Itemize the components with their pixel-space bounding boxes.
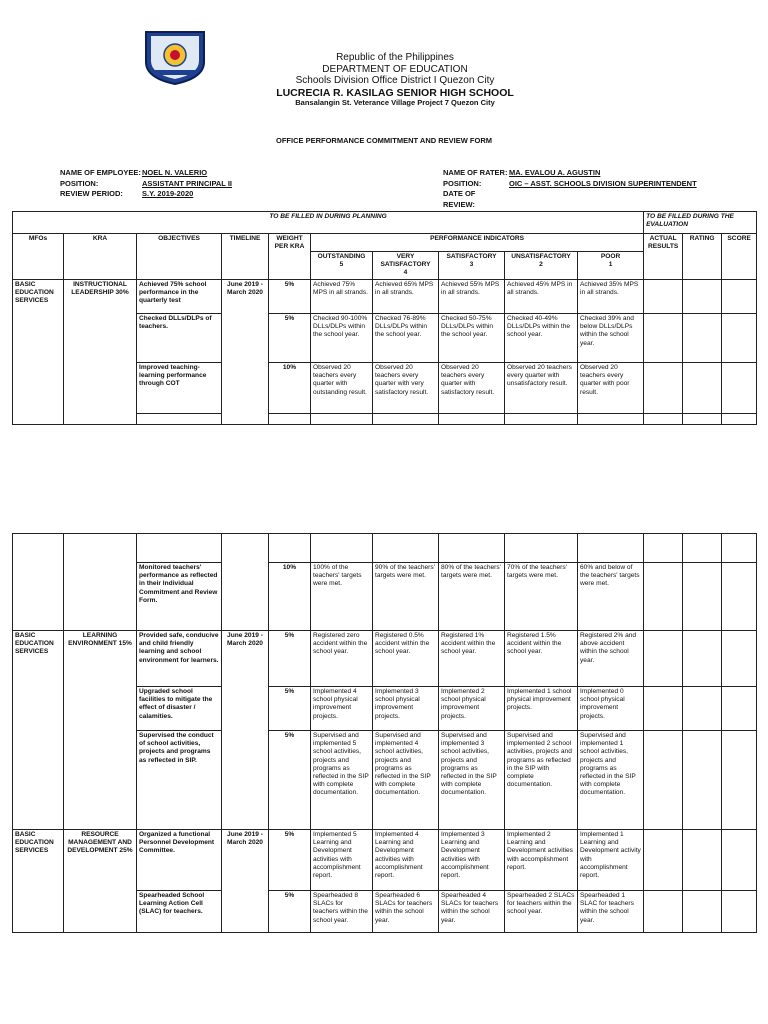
indicator-satisfactory: Implemented 2 school physical improvement projects. [439, 687, 505, 731]
score-cell [722, 314, 757, 363]
objective-cell: Improved teaching-learning performance through COT [137, 363, 222, 414]
col-performance-indicators: PERFORMANCE INDICATORS [311, 234, 644, 252]
score-cell [722, 280, 757, 314]
col-timeline: TIMELINE [222, 234, 269, 280]
weight-cell: 10% [269, 563, 311, 631]
indicator-outstanding: Achieved 75% MPS in all strands. [311, 280, 373, 314]
indicator-very-satisfactory: Registered 0.5% accident within the school year. [373, 631, 439, 687]
header-department: DEPARTMENT OF EDUCATION [322, 63, 468, 75]
weight-cell [269, 534, 311, 563]
score-cell [722, 631, 757, 687]
indicator-satisfactory: Achieved 55% MPS in all strands. [439, 280, 505, 314]
indicator-unsatisfactory: Supervised and implemented 2 school activities, projects and programs as reflected in the SIP with complete documentation. [505, 731, 578, 830]
header-school-name: LUCRECIA R. KASILAG SENIOR HIGH SCHOOL [276, 86, 514, 99]
indicator-poor: Implemented 0 school physical improvement projects. [578, 687, 644, 731]
indicator-unsatisfactory: Checked 40-49% DLLs/DLPs within the school year. [505, 314, 578, 363]
indicator-unsatisfactory [505, 414, 578, 425]
rater-position-label: POSITION: [443, 178, 482, 188]
objective-cell: Upgraded school facilities to mitigate the effect of disaster / calamities. [137, 687, 222, 731]
score-cell [722, 563, 757, 631]
weight-cell: 5% [269, 891, 311, 933]
kra-cell: RESOURCE MANAGEMENT AND DEVELOPMENT 25% [64, 830, 137, 933]
col-rating: RATING [683, 234, 722, 280]
poor-label: POOR [600, 253, 621, 260]
indicator-unsatisfactory: Observed 20 teachers every quarter with unsatisfactory result. [505, 363, 578, 414]
rating-cell [683, 563, 722, 631]
rater-position: OIC – ASST. SCHOOLS DIVISION SUPERINTENDENT [509, 178, 697, 188]
col-objectives: OBJECTIVES [137, 234, 222, 280]
indicator-satisfactory [439, 534, 505, 563]
indicator-outstanding: Checked 90-100% DLLs/DLPs within the school year. [311, 314, 373, 363]
very-satisfactory-score: 4 [403, 269, 408, 277]
indicator-satisfactory: Checked 50-75% DLLs/DLPs within the school year. [439, 314, 505, 363]
employee-position-label: POSITION: [60, 178, 99, 188]
indicator-outstanding: Supervised and implemented 5 school activities, projects and programs as reflected in the SIP with complete documentation. [311, 731, 373, 830]
indicator-very-satisfactory: Supervised and implemented 4 school activities, projects and programs as reflected in the SIP with complete documentation. [373, 731, 439, 830]
timeline-cell: June 2019 - March 2020 [222, 631, 269, 830]
indicator-satisfactory: 80% of the teachers' targets were met. [439, 563, 505, 631]
indicator-outstanding: Spearheaded 8 SLACs for teachers within the school year. [311, 891, 373, 933]
employee-name: NOEL N. VALERIO [142, 168, 208, 177]
letterhead [230, 52, 560, 107]
indicator-poor: Achieved 35% MPS in all strands. [578, 280, 644, 314]
rating-cell [683, 830, 722, 891]
score-cell [722, 687, 757, 731]
very-satisfactory-label: VERY SATISFACTORY [380, 253, 431, 269]
indicator-poor [578, 534, 644, 563]
review-period: S.Y. 2019-2020 [142, 189, 194, 198]
indicator-unsatisfactory: Implemented 1 school physical improvement projects. [505, 687, 578, 731]
objective-cell [137, 414, 222, 425]
score-cell [722, 363, 757, 414]
deped-seal-logo [140, 28, 210, 86]
indicator-outstanding: Implemented 4 school physical improvement projects. [311, 687, 373, 731]
indicator-very-satisfactory: Achieved 65% MPS in all strands. [373, 280, 439, 314]
indicator-outstanding: Implemented 5 Learning and Development activities with accomplishment report. [311, 830, 373, 891]
objective-cell: Organized a functional Personnel Development Committee. [137, 830, 222, 891]
indicator-very-satisfactory: Checked 76-89% DLLs/DLPs within the school year. [373, 314, 439, 363]
rating-cell [683, 534, 722, 563]
col-unsatisfactory [505, 252, 578, 280]
actual-results-cell [644, 563, 683, 631]
indicator-satisfactory: Supervised and implemented 3 school activities, projects and programs as reflected in the SIP with complete documentation. [439, 731, 505, 830]
actual-results-cell [644, 414, 683, 425]
indicator-outstanding: 100% of the teachers' targets were met. [311, 563, 373, 631]
score-cell [722, 891, 757, 933]
kra-cell [64, 534, 137, 631]
weight-cell: 5% [269, 731, 311, 830]
actual-results-cell [644, 891, 683, 933]
actual-results-cell [644, 280, 683, 314]
indicator-outstanding: Registered zero accident within the school year. [311, 631, 373, 687]
header-address: Bansalangin St. Veterance Village Project 7 Quezon City [295, 97, 495, 107]
actual-results-cell [644, 687, 683, 731]
indicator-poor [578, 414, 644, 425]
employee-position: ASSISTANT PRINCIPAL II [142, 178, 233, 188]
performance-table-page1 [12, 211, 757, 425]
indicator-very-satisfactory: Implemented 3 school physical improvement projects. [373, 687, 439, 731]
objective-cell: Achieved 75% school performance in the quarterly test [137, 280, 222, 314]
satisfactory-label: SATISFACTORY [446, 253, 497, 260]
objective-cell [137, 534, 222, 563]
actual-results-cell [644, 314, 683, 363]
indicator-outstanding [311, 414, 373, 425]
col-mfos: MFOs [13, 234, 64, 280]
indicator-satisfactory: Observed 20 teachers every quarter with satisfactory result. [439, 363, 505, 414]
weight-cell: 5% [269, 631, 311, 687]
rating-cell [683, 280, 722, 314]
indicator-very-satisfactory [373, 414, 439, 425]
weight-cell: 5% [269, 280, 311, 314]
indicator-poor: Supervised and implemented 1 school activities, projects and programs as reflected in the SIP with complete documentation. [578, 731, 644, 830]
table-row [13, 631, 757, 687]
weight-cell: 10% [269, 363, 311, 414]
col-satisfactory [439, 252, 505, 280]
objective-cell: Monitored teachers' performance as reflected in their Individual Commitment and Review Form. [137, 563, 222, 631]
kra-cell: INSTRUCTIONAL LEADERSHIP 30% [64, 280, 137, 425]
score-cell [722, 534, 757, 563]
indicator-poor: Implemented 1 Learning and Development activity with accomplishment report. [578, 830, 644, 891]
weight-cell: 5% [269, 314, 311, 363]
planning-header: TO BE FILLED IN DURING PLANNING [13, 212, 644, 234]
col-kra: KRA [64, 234, 137, 280]
weight-cell [269, 414, 311, 425]
actual-results-cell [644, 534, 683, 563]
table-row [13, 830, 757, 891]
indicator-unsatisfactory [505, 534, 578, 563]
unsatisfactory-score: 2 [539, 261, 543, 269]
col-very-satisfactory [373, 252, 439, 280]
indicator-satisfactory [439, 414, 505, 425]
col-weight: WEIGHT PER KRA [269, 234, 311, 280]
indicator-satisfactory: Spearheaded 4 SLACs for teachers within the school year. [439, 891, 505, 933]
indicator-satisfactory: Registered 1% accident within the school year. [439, 631, 505, 687]
rating-cell [683, 731, 722, 830]
indicator-very-satisfactory [373, 534, 439, 563]
score-cell [722, 731, 757, 830]
rating-cell [683, 414, 722, 425]
objective-cell: Spearheaded School Learning Action Cell (SLAC) for teachers. [137, 891, 222, 933]
actual-results-cell [644, 830, 683, 891]
mfo-cell: BASIC EDUCATION SERVICES [13, 830, 64, 933]
score-cell [722, 830, 757, 891]
col-outstanding [311, 252, 373, 280]
mfo-cell: BASIC EDUCATION SERVICES [13, 631, 64, 830]
outstanding-score: 5 [339, 261, 344, 269]
col-actual-results: ACTUAL RESULTS [644, 234, 683, 280]
mfo-cell: BASIC EDUCATION SERVICES [13, 280, 64, 425]
indicator-very-satisfactory: Observed 20 teachers every quarter with very satisfactory result. [373, 363, 439, 414]
indicator-unsatisfactory: Achieved 45% MPS in all strands. [505, 280, 578, 314]
unsatisfactory-label: UNSATISFACTORY [511, 253, 571, 260]
objective-cell: Checked DLLs/DLPs of teachers. [137, 314, 222, 363]
mfo-cell [13, 534, 64, 631]
poor-score: 1 [608, 261, 613, 269]
indicator-poor: 60% and below of the teachers' targets were met. [578, 563, 644, 631]
indicator-very-satisfactory: Implemented 4 Learning and Development activities with accomplishment report. [373, 830, 439, 891]
review-period-label: REVIEW PERIOD: [60, 189, 123, 198]
kra-cell: LEARNING ENVIRONMENT 15% [64, 631, 137, 830]
objective-cell: Provided safe, conducive and child friendly learning and school environment for learners. [137, 631, 222, 687]
indicator-satisfactory: Implemented 3 Learning and Development activities with accomplishment report. [439, 830, 505, 891]
rating-cell [683, 687, 722, 731]
employee-name-label: NAME OF EMPLOYEE: [60, 168, 141, 177]
indicator-very-satisfactory: Spearheaded 6 SLACs for teachers within the school year. [373, 891, 439, 933]
header-division: Schools Division Office District I Quezon City [295, 75, 495, 86]
indicator-unsatisfactory: Spearheaded 2 SLACs for teachers within the school year. [505, 891, 578, 933]
indicator-poor: Spearheaded 1 SLAC for teachers within the school year. [578, 891, 644, 933]
weight-cell: 5% [269, 830, 311, 891]
rater-name-label: NAME OF RATER: [443, 168, 508, 177]
indicator-unsatisfactory: 70% of the teachers' targets were met. [505, 563, 578, 631]
satisfactory-score: 3 [469, 261, 474, 269]
outstanding-label: OUTSTANDING [317, 253, 366, 260]
performance-table-page2 [12, 533, 757, 933]
employee-info [60, 168, 232, 200]
indicator-unsatisfactory: Registered 1.5% accident within the school year. [505, 631, 578, 687]
indicator-outstanding: Observed 20 teachers every quarter with outstanding result. [311, 363, 373, 414]
timeline-cell: June 2019 - March 2020 [222, 830, 269, 933]
actual-results-cell [644, 631, 683, 687]
rater-name: MA. EVALOU A. AGUSTIN [509, 168, 601, 177]
actual-results-cell [644, 363, 683, 414]
indicator-poor: Checked 39% and below DLLs/DLPs within the school year. [578, 314, 644, 363]
indicator-unsatisfactory: Implemented 2 Learning and Development activities with accomplishment report. [505, 830, 578, 891]
objective-cell: Supervised the conduct of school activities, projects and programs as reflected in SIP. [137, 731, 222, 830]
table-row [13, 280, 757, 314]
review-date-label: DATE OF REVIEW: [443, 189, 476, 209]
weight-cell: 5% [269, 687, 311, 731]
actual-results-cell [644, 731, 683, 830]
rating-cell [683, 631, 722, 687]
score-cell [722, 414, 757, 425]
col-poor [578, 252, 644, 280]
indicator-very-satisfactory: 90% of the teachers' targets were met. [373, 563, 439, 631]
indicator-poor: Observed 20 teachers every quarter with poor result. [578, 363, 644, 414]
timeline-cell [222, 534, 269, 631]
col-score: SCORE [722, 234, 757, 280]
rating-cell [683, 314, 722, 363]
header-republic: Republic of the Philippines [336, 52, 454, 63]
indicator-poor: Registered 2% and above accident within the school year. [578, 631, 644, 687]
timeline-cell: June 2019 - March 2020 [222, 280, 269, 425]
rating-cell [683, 891, 722, 933]
rater-info [443, 168, 697, 210]
evaluation-header: TO BE FILLED DURING THE EVALUATION [644, 212, 757, 234]
rating-cell [683, 363, 722, 414]
table-row [13, 534, 757, 563]
form-title: OFFICE PERFORMANCE COMMITMENT AND REVIEW FORM [276, 136, 492, 145]
indicator-outstanding [311, 534, 373, 563]
